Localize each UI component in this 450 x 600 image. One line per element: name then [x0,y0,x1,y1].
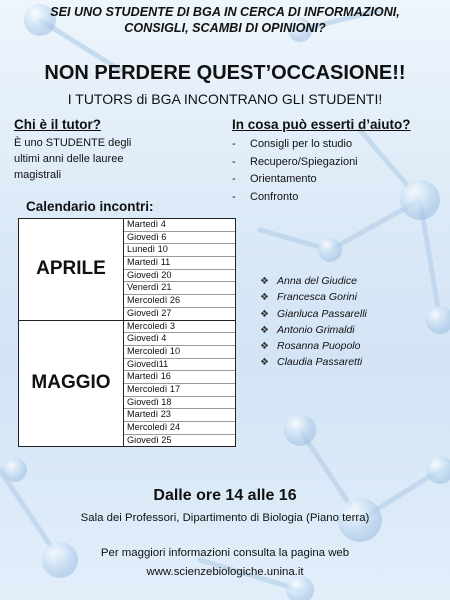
tutor-name-item [260,322,367,338]
info-text: Per maggiori informazioni consulta la pagina web [100,547,350,559]
tutor-name-item [260,354,367,370]
meeting-time: Dalle ore 14 alle 16 [153,487,297,504]
tutor-name-item [260,306,367,322]
month-block-may [19,320,235,447]
help-list [232,136,358,206]
day-cell: Mercoledì 10 [124,346,235,359]
day-cell: Giovedì 4 [124,333,235,346]
help-item [232,171,358,189]
tutor-names-list [260,273,367,371]
tutor-name: Gianluca Passarelli [277,307,367,320]
day-cell: Martedì 23 [124,409,235,422]
diamond-bullet-icon: ❖ [260,292,269,304]
tutor-name: Antonio Grimaldi [277,323,355,336]
help-item [232,136,358,154]
help-item [232,189,358,207]
day-cell: Mercoledì 24 [124,422,235,435]
diamond-bullet-icon: ❖ [260,276,269,287]
help-item-label: Confronto [250,190,299,203]
headline: NON PERDERE QUEST’OCCASIONE!! [44,62,406,84]
website-link[interactable]: www.scienzebiologiche.unina.it [146,566,304,578]
month-block-april [19,219,235,320]
help-item-label: Orientamento [250,173,317,185]
help-item-label: Recupero/Spiegazioni [250,155,358,168]
day-cell: Giovedì 6 [124,232,235,245]
dash-bullet: - [232,173,236,185]
day-cell: Mercoledì 17 [124,384,235,397]
tutor-name: Rosanna Puopolo [277,340,361,353]
day-cell: Lunedì 10 [124,244,235,257]
diamond-bullet-icon: ❖ [260,308,269,320]
dash-bullet: - [232,138,236,150]
tutor-name: Anna del Giudice [277,275,357,287]
help-section-title: In cosa può esserti d’aiuto? [232,117,411,132]
calendar-table [18,218,236,447]
help-item [232,154,358,172]
day-cell: Venerdì 21 [124,282,235,295]
tutor-description: È uno STUDENTE degli ultimi anni delle lauree magistrali [14,137,132,181]
subheadline: I TUTORS di BGA INCONTRANO GLI STUDENTI! [67,91,383,107]
day-cell: Giovedì11 [124,359,235,372]
day-cell: Martedì 4 [124,219,235,232]
day-cell: Giovedì 18 [124,397,235,410]
calendar-title: Calendario incontri: [26,199,154,214]
tutor-section-title: Chi è il tutor? [14,117,101,132]
day-list [124,321,235,447]
day-cell: Mercoledì 3 [124,321,235,334]
tutor-name: Francesca Gorini [277,291,357,304]
day-cell: Martedì 11 [124,257,235,270]
day-cell: Giovedì 20 [124,270,235,283]
day-list [124,219,235,320]
day-cell: Giovedì 25 [127,434,172,445]
tutor-name-item [260,289,367,305]
month-label: MAGGIO [19,321,124,447]
diamond-bullet-icon: ❖ [260,357,269,369]
day-cell: Giovedì 27 [127,307,172,318]
help-item-label: Consigli per lo studio [250,138,353,150]
day-cell: Martedì 16 [124,371,235,384]
dash-bullet: - [232,155,236,168]
intro-question: SEI UNO STUDENTE DI BGA IN CERCA DI INFORMAZIONI, CONSIGLI, SCAMBI DI OPINIONI? [50,5,400,35]
month-label: APRILE [19,219,124,320]
tutor-name-item [260,338,367,354]
diamond-bullet-icon: ❖ [260,341,269,353]
diamond-bullet-icon: ❖ [260,324,269,336]
meeting-place: Sala dei Professori, Dipartimento di Biologia (Piano terra) [80,512,370,524]
day-cell: Mercoledì 26 [124,295,235,308]
tutor-name: Claudia Passaretti [277,356,363,369]
dash-bullet: - [232,190,236,203]
tutor-name-item [260,273,367,289]
